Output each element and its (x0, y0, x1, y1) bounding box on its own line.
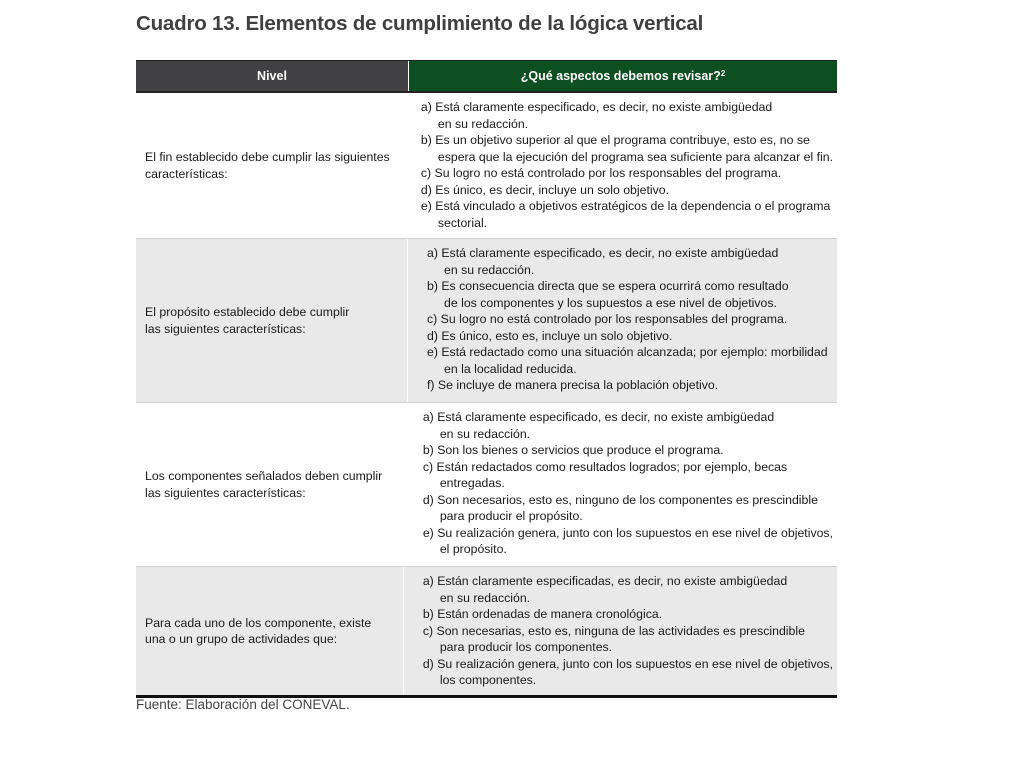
nivel-text: una o un grupo de actividades que: (145, 632, 338, 646)
aspectos-cell (408, 239, 837, 402)
aspecto-line: en su redacción. (439, 426, 531, 441)
table-row (136, 238, 837, 402)
aspecto-line: en la localidad reducida. (444, 361, 577, 376)
aspecto-line: a) Están claramente especificadas, es decir, no existe ambigüedad (422, 574, 788, 588)
aspecto-line: c) Son necesarias, esto es, ninguna de las actividades es prescindible (422, 623, 805, 638)
aspecto-line: a) Está claramente especificado, es decir, no existe ambigüedad (422, 410, 775, 424)
header-aspectos (409, 61, 837, 91)
nivel-text: características: (145, 166, 228, 181)
header-footnote-mark: 2 (720, 68, 726, 78)
aspecto-line: sectorial. (437, 215, 488, 230)
table-title: Cuadro 13. Elementos de cumplimiento de la lógica vertical (136, 12, 704, 35)
aspecto-line: a) Está claramente especificado, es decir, no existe ambigüedad (420, 100, 773, 114)
aspecto-line: d) Son necesarios, esto es, ninguno de los componentes es prescindible (422, 492, 818, 507)
header-nivel: Nivel (136, 61, 409, 91)
aspecto-line: en su redacción. (444, 262, 535, 277)
nivel-text: El propósito establecido debe cumplir (145, 305, 350, 319)
aspecto-line: e) Está vinculado a objetivos estratégicos de la dependencia o el programa (420, 199, 831, 213)
criteria-table (136, 60, 837, 698)
nivel-text: Para cada uno de los componente, existe (145, 615, 372, 630)
aspecto-line: e) Está redactado como una situación alcanzada; por ejemplo: morbilidad (427, 345, 828, 359)
aspecto-line: c) Están redactados como resultados logrados; por ejemplo, becas (422, 459, 788, 474)
aspecto-line: entregadas. (439, 476, 505, 490)
source-note: Fuente: Elaboración del CONEVAL. (136, 697, 350, 712)
aspecto-line: para producir los componentes. (439, 640, 613, 654)
aspecto-line: b) Es consecuencia directa que se espera ocurrirá como resultado (427, 279, 789, 293)
header-aspectos-text: ¿Qué aspectos debemos revisar? (520, 69, 721, 83)
nivel-cell (136, 239, 408, 402)
aspectos-cell (404, 403, 837, 566)
aspecto-line: en su redacción. (439, 590, 531, 605)
aspecto-line: los componentes. (439, 673, 537, 687)
nivel-text: El fin establecido debe cumplir las siguientes (145, 150, 390, 164)
table-header (136, 60, 837, 91)
aspecto-line: b) Están ordenadas de manera cronológica. (422, 607, 663, 621)
nivel-cell (136, 93, 402, 238)
table-body (136, 91, 837, 695)
aspecto-line: d) Es único, es decir, incluye un solo objetivo. (420, 182, 670, 197)
aspectos-cell (404, 567, 837, 695)
table-row (136, 566, 837, 695)
aspecto-line: a) Está claramente especificado, es decir, no existe ambigüedad (427, 246, 779, 260)
table-row (136, 91, 837, 238)
aspecto-line: c) Su logro no está controlado por los responsables del programa. (420, 166, 782, 180)
nivel-cell (136, 403, 404, 566)
aspecto-line: c) Su logro no está controlado por los responsables del programa. (427, 312, 788, 326)
table-row (136, 402, 837, 566)
aspecto-line: de los componentes y los supuestos a ese nivel de objetivos. (444, 295, 777, 310)
nivel-text: las siguientes características: (145, 321, 306, 336)
aspecto-line: en su redacción. (437, 116, 529, 131)
nivel-text: Los componentes señalados deben cumplir (145, 469, 383, 483)
aspecto-line: e) Su realización genera, junto con los supuestos en ese nivel de objetivos, (422, 525, 833, 540)
aspecto-line: f) Se incluye de manera precisa la población objetivo. (427, 378, 719, 392)
aspecto-line: d) Es único, esto es, incluye un solo objetivo. (427, 328, 673, 343)
aspectos-cell (402, 93, 837, 238)
aspecto-line: espera que la ejecución del programa sea suficiente para alcanzar el fin. (437, 149, 833, 164)
aspecto-line: el propósito. (439, 542, 507, 556)
nivel-text: las siguientes características: (145, 485, 306, 500)
nivel-cell (136, 567, 404, 695)
aspecto-line: para producir el propósito. (439, 509, 583, 523)
aspecto-line: b) Son los bienes o servicios que produce el programa. (422, 443, 724, 457)
aspecto-line: b) Es un objetivo superior al que el programa contribuye, esto es, no se (420, 133, 810, 147)
aspecto-line: d) Su realización genera, junto con los supuestos en ese nivel de objetivos, (422, 656, 833, 671)
